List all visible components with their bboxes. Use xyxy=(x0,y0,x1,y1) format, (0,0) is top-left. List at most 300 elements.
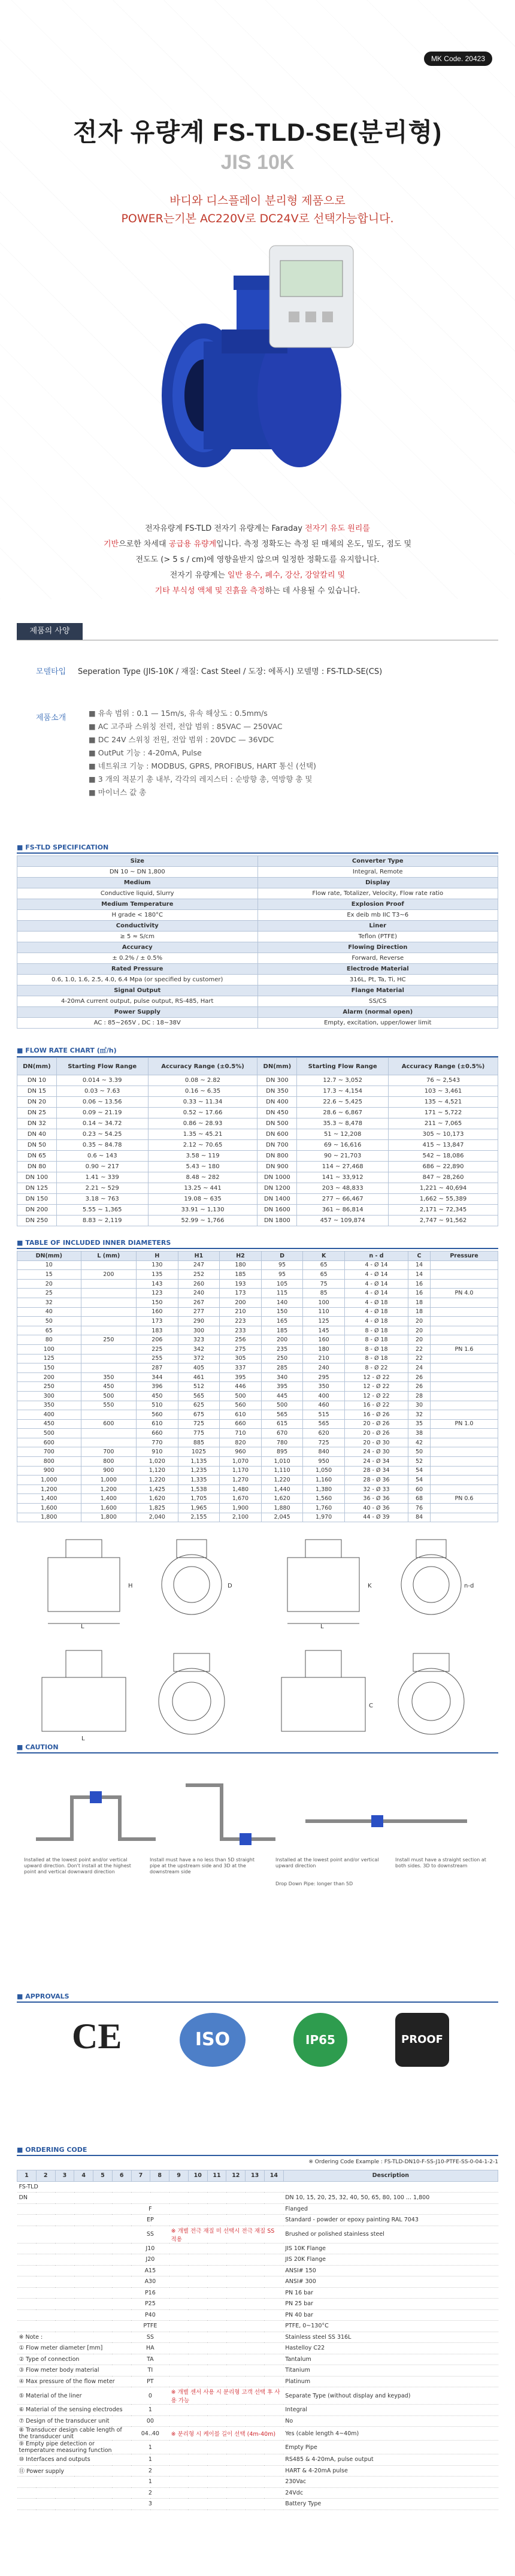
dim-cell: 40 xyxy=(17,1307,81,1317)
dim-cell: 123 xyxy=(137,1289,178,1298)
caution-caption-1: Installed at the lowest point and/or vertical upward direction. Don't install at the highest point and vertical downward direction xyxy=(24,1857,131,1874)
order-note xyxy=(17,2477,132,2488)
dim-cell: 22 xyxy=(408,1344,431,1354)
order-code: 1 xyxy=(131,2405,169,2416)
order-code: P25 xyxy=(131,2299,169,2310)
dim-cell: 461 xyxy=(178,1372,220,1382)
dim-cell: 250 xyxy=(261,1354,303,1363)
dim-label-K: K xyxy=(368,1583,372,1589)
page-subtitle: JIS 10K xyxy=(220,151,295,174)
spec-cell: 4-20mA current output, pulse output, RS-485, Hart xyxy=(17,996,258,1007)
dim-cell: 193 xyxy=(220,1279,262,1289)
dim-cell: 8 - Ø 22 xyxy=(344,1363,408,1373)
spec-row xyxy=(17,888,498,899)
order-description xyxy=(283,2181,498,2193)
order-code: 1 xyxy=(131,2454,169,2466)
dim-cell xyxy=(431,1438,498,1447)
dim-cell xyxy=(81,1279,137,1289)
dim-cell: 145 xyxy=(303,1326,345,1335)
dim-row xyxy=(17,1410,498,1420)
spec-row xyxy=(17,856,498,867)
dim-cell xyxy=(431,1270,498,1280)
dim-cell: 323 xyxy=(178,1335,220,1345)
flow-cell: DN 1800 xyxy=(258,1216,297,1226)
dim-cell xyxy=(431,1401,498,1410)
order-row xyxy=(17,2387,498,2405)
dim-cell: 16 - Ø 26 xyxy=(344,1410,408,1420)
dim-cell: 20 xyxy=(408,1326,431,1335)
feature-item: ■ DC 24V 스위칭 전원, 전압 범위 : 20VDC — 36VDC xyxy=(89,733,316,746)
dim-heading: ■ TABLE OF INCLUDED INNER DIAMETERS xyxy=(17,1239,498,1249)
spec-row xyxy=(17,899,498,910)
dim-cell: 210 xyxy=(303,1354,345,1363)
flow-cell: DN 1600 xyxy=(258,1205,297,1216)
dim-cell: 143 xyxy=(137,1279,178,1289)
order-code xyxy=(131,2193,169,2204)
flow-cell: 2.12 ~ 70.65 xyxy=(148,1140,258,1151)
order-note: ⑪ Power supply xyxy=(17,2465,132,2477)
order-row xyxy=(17,2226,498,2243)
flow-cell: 361 ~ 86,814 xyxy=(297,1205,389,1216)
dim-cell: 267 xyxy=(178,1298,220,1307)
dim-cell: 256 xyxy=(220,1335,262,1345)
dim-cell: 1,670 xyxy=(220,1494,262,1504)
product-image xyxy=(132,234,383,497)
flow-cell: 90 ~ 21,703 xyxy=(297,1151,389,1162)
dim-cell: 725 xyxy=(303,1438,345,1447)
dim-cell: 160 xyxy=(137,1307,178,1317)
dim-cell: 515 xyxy=(303,1410,345,1420)
order-note: ⑨ Empty pipe detection or temperature measuring function xyxy=(17,2441,132,2454)
dim-cell: 4 - Ø 14 xyxy=(344,1279,408,1289)
flow-cell: DN 450 xyxy=(258,1108,297,1118)
order-remark: ※ 분리형 시 케이블 길이 선택 (4m-40m) xyxy=(169,2427,284,2441)
dim-cell: 173 xyxy=(137,1317,178,1326)
dim-row xyxy=(17,1391,498,1401)
dim-cell: 100 xyxy=(17,1344,81,1354)
spec-cell: Teflon (PTFE) xyxy=(258,932,498,942)
dim-cell: 275 xyxy=(220,1344,262,1354)
caution-caption-4: Install must have a straight section at both sides. 3D to downstream xyxy=(395,1857,486,1868)
spec-row xyxy=(17,964,498,975)
ordering-example: ※ Ordering Code Example : FS-TLD-DN10-F-SS-J10-PTFE-SS-0-04-1-2-1 xyxy=(308,2159,498,2165)
dimension-table xyxy=(17,1251,498,1522)
order-row xyxy=(17,2376,498,2387)
flow-cell: 415 ~ 13,847 xyxy=(389,1140,498,1151)
dim-cell: 1,425 xyxy=(137,1484,178,1494)
spec-cell: Power Supply xyxy=(17,1007,258,1018)
feature-item: ■ 네트워크 기능 : MODBUS, GPRS, PROFIBUS, HART 통신 (선택) xyxy=(89,760,316,773)
dim-cell: 1,000 xyxy=(17,1476,81,1485)
dim-cell xyxy=(81,1410,137,1420)
order-note xyxy=(17,2321,132,2332)
spec-cell: Integral, Remote xyxy=(258,867,498,878)
order-row xyxy=(17,2465,498,2477)
dim-cell: 960 xyxy=(220,1447,262,1457)
spec-row xyxy=(17,996,498,1007)
order-row xyxy=(17,2405,498,2416)
order-header-cell: 8 xyxy=(150,2170,169,2182)
dim-cell: 287 xyxy=(137,1363,178,1373)
dim-cell: 20 xyxy=(17,1279,81,1289)
spec-cell: Accuracy xyxy=(17,942,258,953)
flow-header-cell: Starting Flow Range xyxy=(56,1058,148,1075)
flow-cell: 0.52 ~ 17.66 xyxy=(148,1108,258,1118)
dim-cell: 8 - Ø 18 xyxy=(344,1326,408,1335)
dim-cell: 340 xyxy=(261,1372,303,1382)
order-row xyxy=(17,2215,498,2226)
dim-cell: 820 xyxy=(220,1438,262,1447)
flow-cell: 8.48 ~ 282 xyxy=(148,1172,258,1183)
spec-row xyxy=(17,975,498,985)
dim-cell: 1,800 xyxy=(17,1513,81,1522)
dim-cell: 12 - Ø 22 xyxy=(344,1391,408,1401)
dim-header-cell: L (mm) xyxy=(81,1251,137,1261)
dim-cell: 4 - Ø 14 xyxy=(344,1270,408,1280)
order-remark xyxy=(169,2332,284,2343)
order-code: SS xyxy=(131,2226,169,2243)
dim-cell: 32 - Ø 33 xyxy=(344,1484,408,1494)
flow-header-cell: Starting Flow Range xyxy=(297,1058,389,1075)
flow-cell: 13.25 ~ 441 xyxy=(148,1183,258,1194)
dim-cell xyxy=(431,1429,498,1438)
dim-cell xyxy=(81,1354,137,1363)
dim-cell: 615 xyxy=(261,1419,303,1429)
dim-row xyxy=(17,1335,498,1345)
order-description: 230Vac xyxy=(283,2477,498,2488)
flow-cell: DN 300 xyxy=(258,1075,297,1086)
order-description: Empty Pipe xyxy=(283,2441,498,2454)
order-code: TI xyxy=(131,2365,169,2377)
spec-cell: Conductive liquid, Slurry xyxy=(17,888,258,899)
intro-line-3: 전도도 (> 5 s / cm)에 영향을받지 않으며 일정한 정확도를 유지합니다. xyxy=(135,555,380,564)
dim-row xyxy=(17,1447,498,1457)
flow-cell: 0.86 ~ 28.93 xyxy=(148,1118,258,1129)
dim-cell: 1,110 xyxy=(261,1466,303,1476)
order-remark xyxy=(169,2254,284,2266)
dim-cell: 16 xyxy=(408,1279,431,1289)
dim-cell: 1,220 xyxy=(137,1476,178,1485)
order-description: Integral xyxy=(283,2405,498,2416)
flow-cell: 1.41 ~ 339 xyxy=(56,1172,148,1183)
order-code: 3 xyxy=(131,2499,169,2510)
order-description: Flanged xyxy=(283,2203,498,2215)
dim-cell xyxy=(431,1466,498,1476)
dim-row xyxy=(17,1401,498,1410)
flow-cell: 0.14 ~ 34.72 xyxy=(56,1118,148,1129)
order-remark xyxy=(169,2203,284,2215)
dim-cell: 1,000 xyxy=(81,1476,137,1485)
flow-cell: 3.18 ~ 763 xyxy=(56,1194,148,1205)
flow-cell: 135 ~ 4,521 xyxy=(389,1097,498,1108)
order-note xyxy=(17,2203,132,2215)
flow-cell: 69 ~ 16,616 xyxy=(297,1140,389,1151)
dim-row xyxy=(17,1317,498,1326)
order-remark xyxy=(169,2276,284,2288)
flow-cell: 1,221 ~ 40,694 xyxy=(389,1183,498,1194)
dim-cell: 1,400 xyxy=(17,1494,81,1504)
flow-cell: DN 800 xyxy=(258,1151,297,1162)
dim-row xyxy=(17,1504,498,1513)
dim-cell: 173 xyxy=(220,1289,262,1298)
spec-cell: Liner xyxy=(258,921,498,932)
dim-cell: 565 xyxy=(178,1391,220,1401)
dim-cell: 560 xyxy=(137,1410,178,1420)
order-note xyxy=(17,2499,132,2510)
dim-cell: 1,200 xyxy=(81,1484,137,1494)
feature-label: 제품소개 xyxy=(36,713,66,722)
flow-header-row xyxy=(17,1058,498,1075)
dim-cell: 350 xyxy=(17,1401,81,1410)
order-remark xyxy=(169,2376,284,2387)
dim-cell: 1,380 xyxy=(303,1484,345,1494)
dim-cell: 150 xyxy=(17,1363,81,1373)
dim-cell: 110 xyxy=(303,1307,345,1317)
intro-line-2: 기반으로한 차세대 공급용 유량계입니다. 측정 정확도는 측정 된 매체의 온도, 밀도, 점도 및 xyxy=(103,540,412,549)
order-code: SS xyxy=(131,2332,169,2343)
flow-header-cell: Accuracy Range (±0.5%) xyxy=(389,1058,498,1075)
dim-cell: 32 xyxy=(408,1410,431,1420)
dim-cell: 396 xyxy=(137,1382,178,1392)
dim-cell: 20 xyxy=(408,1335,431,1345)
order-remark xyxy=(169,2487,284,2499)
dim-cell: 1,600 xyxy=(81,1504,137,1513)
dim-cell xyxy=(431,1504,498,1513)
dim-row xyxy=(17,1494,498,1504)
flow-cell: 0.23 ~ 54.25 xyxy=(56,1129,148,1140)
order-header-row xyxy=(17,2170,498,2182)
spec-heading: ■ FS-TLD SPECIFICATION xyxy=(17,843,498,854)
dim-cell: 512 xyxy=(178,1382,220,1392)
order-description: Titanium xyxy=(283,2365,498,2377)
spec-cell: ± 0.2% / ± 0.5% xyxy=(17,953,258,964)
flow-cell: DN 200 xyxy=(17,1205,57,1216)
dimension-drawing-3 xyxy=(24,1641,252,1743)
dim-cell: 2,045 xyxy=(261,1513,303,1522)
order-row xyxy=(17,2203,498,2215)
order-remark: ※ 개별 센서 사용 시 분리형 고객 선택 후 사용 가능 xyxy=(169,2387,284,2405)
order-description: Battery Type xyxy=(283,2499,498,2510)
flow-row xyxy=(17,1108,498,1118)
order-remark xyxy=(169,2365,284,2377)
spec-cell: Alarm (normal open) xyxy=(258,1007,498,1018)
order-remark xyxy=(169,2265,284,2276)
dim-cell: 675 xyxy=(178,1410,220,1420)
flow-cell: 457 ~ 109,874 xyxy=(297,1216,389,1226)
caution-diagrams xyxy=(24,1761,491,1869)
dim-cell: 4 - Ø 14 xyxy=(344,1289,408,1298)
flow-cell: 114 ~ 27,468 xyxy=(297,1162,389,1172)
dim-cell: 500 xyxy=(261,1401,303,1410)
spec-table xyxy=(17,855,498,1029)
caution-caption-3: Installed at the lowest point and/or vertical upward direction xyxy=(275,1857,379,1868)
dim-cell xyxy=(431,1279,498,1289)
dimension-drawing-4 xyxy=(263,1641,491,1743)
dim-row xyxy=(17,1307,498,1317)
spec-cell: Medium Temperature xyxy=(17,899,258,910)
dim-cell: 277 xyxy=(178,1307,220,1317)
order-description: Tantalum xyxy=(283,2354,498,2365)
dim-cell xyxy=(81,1260,137,1270)
dim-row xyxy=(17,1429,498,1438)
order-row xyxy=(17,2427,498,2441)
flow-cell: 141 ~ 33,912 xyxy=(297,1172,389,1183)
flow-cell: 0.90 ~ 217 xyxy=(56,1162,148,1172)
flow-cell: 76 ~ 2,543 xyxy=(389,1075,498,1086)
order-code: J20 xyxy=(131,2254,169,2266)
dim-header-cell: K xyxy=(303,1251,345,1261)
flow-cell: DN 700 xyxy=(258,1140,297,1151)
spec-cell: 316L, Pt, Ta, Ti, HC xyxy=(258,975,498,985)
flow-row xyxy=(17,1129,498,1140)
order-header-cell: 9 xyxy=(169,2170,189,2182)
dim-cell: 68 xyxy=(408,1494,431,1504)
spec-row xyxy=(17,953,498,964)
dim-cell: 4 - Ø 18 xyxy=(344,1307,408,1317)
dim-cell: 1,900 xyxy=(220,1504,262,1513)
dim-cell: 75 xyxy=(303,1279,345,1289)
dim-cell: 20 - Ø 30 xyxy=(344,1438,408,1447)
flow-cell: 28.6 ~ 6,867 xyxy=(297,1108,389,1118)
dim-cell: 26 xyxy=(408,1382,431,1392)
dim-header-cell: H2 xyxy=(220,1251,262,1261)
order-row xyxy=(17,2499,498,2510)
dim-cell: 1,400 xyxy=(81,1494,137,1504)
order-note xyxy=(17,2287,132,2299)
order-note: ⑦ Design of the transducer unit xyxy=(17,2415,132,2427)
order-row xyxy=(17,2254,498,2266)
flow-row xyxy=(17,1075,498,1086)
flow-header-cell: Accuracy Range (±0.5%) xyxy=(148,1058,258,1075)
flow-header-cell: DN(mm) xyxy=(258,1058,297,1075)
dim-cell: 1,760 xyxy=(303,1504,345,1513)
flow-cell: 51 ~ 12,208 xyxy=(297,1129,389,1140)
order-note: ⑧ Transducer design cable length of the transducer unit xyxy=(17,2427,132,2441)
dim-cell: PN 0.6 xyxy=(431,1494,498,1504)
flow-cell: DN 400 xyxy=(258,1097,297,1108)
spec-cell: H grade < 180°C xyxy=(17,910,258,921)
dim-header-row xyxy=(17,1251,498,1261)
order-row xyxy=(17,2354,498,2365)
dim-cell: 180 xyxy=(220,1260,262,1270)
dim-cell: 54 xyxy=(408,1466,431,1476)
order-remark xyxy=(169,2415,284,2427)
order-code: A30 xyxy=(131,2276,169,2288)
dim-cell xyxy=(431,1317,498,1326)
model-code-badge: MK Code. 20423 xyxy=(424,52,492,66)
order-header-cell: 14 xyxy=(264,2170,283,2182)
dim-cell: 1,160 xyxy=(303,1476,345,1485)
dim-label-L: L xyxy=(81,1623,84,1629)
dim-cell: 185 xyxy=(220,1270,262,1280)
dim-cell: 725 xyxy=(178,1419,220,1429)
dim-cell: 1,600 xyxy=(17,1504,81,1513)
flow-cell: 0.6 ~ 143 xyxy=(56,1151,148,1162)
order-note xyxy=(17,2215,132,2226)
flow-cell: 5.55 ~ 1,365 xyxy=(56,1205,148,1216)
dim-cell xyxy=(81,1429,137,1438)
dim-cell: 350 xyxy=(81,1372,137,1382)
dim-cell: 910 xyxy=(137,1447,178,1457)
dim-cell: 247 xyxy=(178,1260,220,1270)
flow-cell: 0.09 ~ 21.19 xyxy=(56,1108,148,1118)
spec-cell: Converter Type xyxy=(258,856,498,867)
order-note xyxy=(17,2243,132,2254)
flow-cell: 0.08 ~ 2.82 xyxy=(148,1075,258,1086)
dim-label-L-3: L xyxy=(81,1736,85,1742)
flow-cell: DN 1000 xyxy=(258,1172,297,1183)
dim-cell: 16 - Ø 22 xyxy=(344,1401,408,1410)
dim-cell: 800 xyxy=(17,1457,81,1467)
dim-cell: PN 1.0 xyxy=(431,1419,498,1429)
flow-cell: 8.83 ~ 2,119 xyxy=(56,1216,148,1226)
spec-cell: SS/CS xyxy=(258,996,498,1007)
order-description: HART & 4-20mA pulse xyxy=(283,2465,498,2477)
dim-cell: 240 xyxy=(303,1363,345,1373)
dim-cell: 185 xyxy=(261,1326,303,1335)
dim-cell: 24 xyxy=(408,1363,431,1373)
flow-cell: DN 150 xyxy=(17,1194,57,1205)
dim-cell: 206 xyxy=(137,1335,178,1345)
dim-cell: 625 xyxy=(178,1401,220,1410)
dim-cell xyxy=(81,1298,137,1307)
spec-cell: DN 10 ~ DN 1,800 xyxy=(17,867,258,878)
flow-row xyxy=(17,1086,498,1097)
order-note: FS-TLD xyxy=(17,2181,132,2193)
dim-cell xyxy=(431,1307,498,1317)
order-header-cell: 4 xyxy=(74,2170,93,2182)
order-row xyxy=(17,2243,498,2254)
order-remark xyxy=(169,2181,284,2193)
dim-cell: 600 xyxy=(17,1438,81,1447)
order-description: Yes (cable length 4~40m) xyxy=(283,2427,498,2441)
flow-cell: 33.91 ~ 1,130 xyxy=(148,1205,258,1216)
dim-cell: 165 xyxy=(261,1317,303,1326)
dim-cell: 130 xyxy=(137,1260,178,1270)
order-note: ① Flow meter diameter [mm] xyxy=(17,2343,132,2354)
dim-cell: 200 xyxy=(17,1372,81,1382)
spec-cell: 0.6, 1.0, 1.6, 2.5, 4.0, 6.4 Mpa (or specified by customer) xyxy=(17,975,258,985)
spec-tab: 제품의 사양 xyxy=(17,623,83,640)
dim-cell: 225 xyxy=(137,1344,178,1354)
order-description: JIS 10K Flange xyxy=(283,2243,498,2254)
spec-cell: AC : 85~265V , DC : 18~38V xyxy=(17,1018,258,1029)
flow-cell: DN 100 xyxy=(17,1172,57,1183)
dim-cell: 50 xyxy=(17,1317,81,1326)
dim-cell: 22 xyxy=(408,1354,431,1363)
flow-cell: 171 ~ 5,722 xyxy=(389,1108,498,1118)
flow-cell: DN 500 xyxy=(258,1118,297,1129)
dim-cell xyxy=(431,1298,498,1307)
dim-cell: 660 xyxy=(137,1429,178,1438)
order-description: PN 16 bar xyxy=(283,2287,498,2299)
dim-row xyxy=(17,1279,498,1289)
dim-cell: 342 xyxy=(178,1344,220,1354)
dim-row xyxy=(17,1289,498,1298)
flow-cell: 305 ~ 10,173 xyxy=(389,1129,498,1140)
dim-cell: 700 xyxy=(17,1447,81,1457)
feature-item: ■ 3 개의 적분기 총 내부, 각각의 레지스터 : 순방향 총, 역방향 총 및 xyxy=(89,773,316,786)
flow-cell: 2.21 ~ 529 xyxy=(56,1183,148,1194)
dim-row xyxy=(17,1513,498,1522)
order-row xyxy=(17,2265,498,2276)
order-code: PT xyxy=(131,2376,169,2387)
order-description: DN 10, 15, 20, 25, 32, 40, 50, 65, 80, 100 ... 1,800 xyxy=(283,2193,498,2204)
dim-cell: 8 - Ø 18 xyxy=(344,1344,408,1354)
dim-cell xyxy=(431,1484,498,1494)
caution-heading: ■ CAUTION xyxy=(17,1743,498,1753)
dim-cell: 700 xyxy=(81,1447,137,1457)
